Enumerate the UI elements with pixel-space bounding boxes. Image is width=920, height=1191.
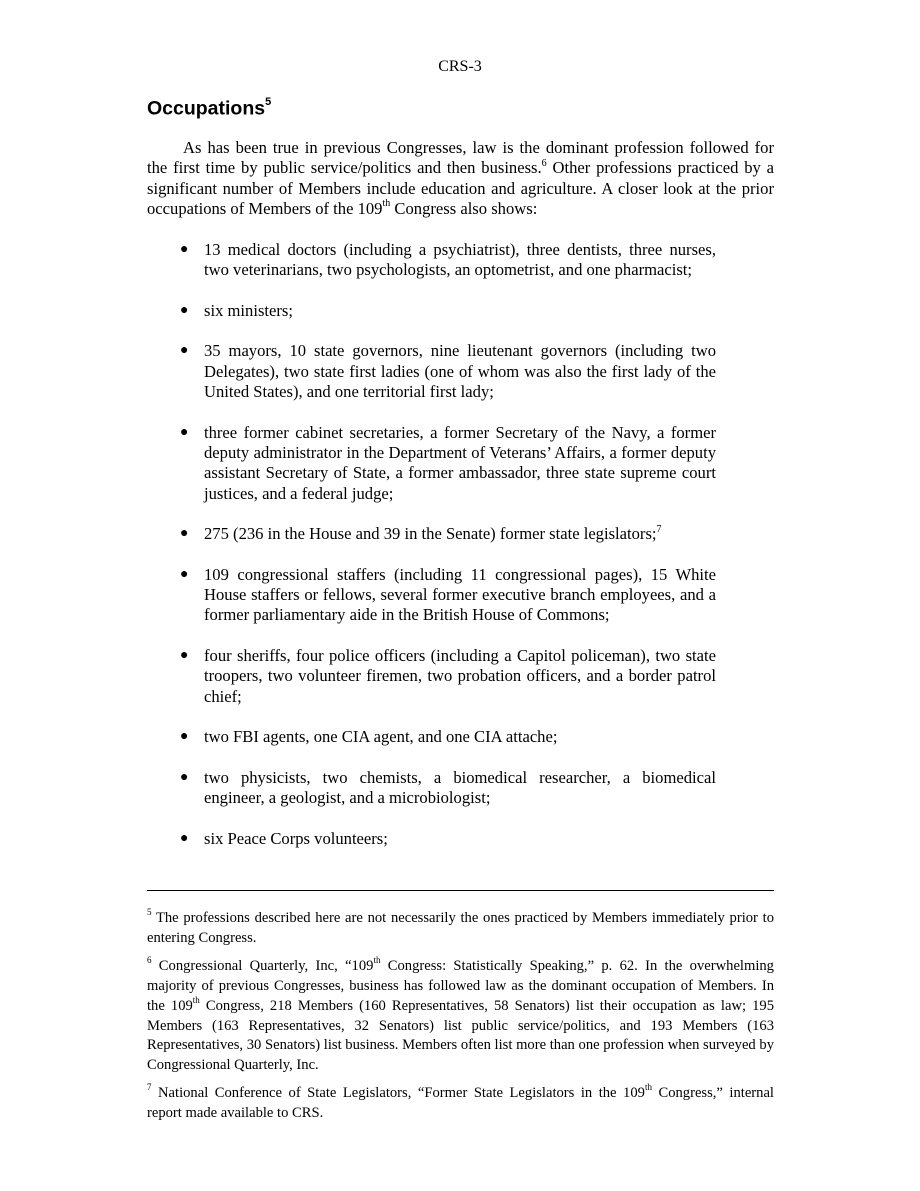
bullet-icon: ● xyxy=(180,424,189,440)
footnote-mark: 5 xyxy=(147,907,152,918)
list-item-text: four sheriffs, four police officers (including a Capitol policeman), two state troopers, two volunteer firemen, two probation officers, and a border patrol chief; xyxy=(204,645,716,706)
footnote-ref-7: 7 xyxy=(656,523,662,535)
list-item-text-main: 275 (236 in the House and 39 in the Senate) former state legislators; xyxy=(204,524,657,544)
bullet-icon: ● xyxy=(180,729,189,745)
bullet-icon: ● xyxy=(180,830,189,846)
list-item xyxy=(180,341,716,402)
list-item xyxy=(180,646,716,707)
footnote-text-1: Congressional Quarterly, Inc, “109 xyxy=(151,957,374,974)
footnote-7 xyxy=(147,1084,774,1124)
section-title-text: Occupations xyxy=(147,97,266,120)
footnote-text-2: Congress,” internal report made available to CRS. xyxy=(147,1085,774,1122)
list-item xyxy=(180,524,716,544)
footnote-text-2: Congress: Statistically Speaking,” p. 62. In the overwhelming majority of previous Congresses, business has followed law as the dominant occupation of Members. In the 109 xyxy=(147,957,774,1014)
bullet-icon: ● xyxy=(180,526,189,542)
bullet-icon: ● xyxy=(180,302,189,318)
ordinal-suffix: th xyxy=(373,954,381,965)
section-title xyxy=(147,92,271,121)
footnote-text: The professions described here are not necessarily the ones practiced by Members immediately prior to entering Congress. xyxy=(147,910,774,946)
list-item xyxy=(180,565,716,626)
list-item xyxy=(180,301,716,321)
list-item xyxy=(180,768,716,809)
bullet-icon: ● xyxy=(180,769,189,785)
intro-text-1: As has been true in previous Congresses, law is the dominant profession followed for the first time by public service/politics and then business. xyxy=(147,138,774,178)
list-item xyxy=(180,240,716,281)
bullet-icon: ● xyxy=(180,647,189,663)
list-item-text: three former cabinet secretaries, a former Secretary of the Navy, a former deputy administrator in the Department of Veterans’ Affairs, a former deputy assistant Secretary of State, a former ambassador, three state supreme court justices, and a federal judge; xyxy=(204,422,716,503)
footnote-mark: 7 xyxy=(147,1082,152,1093)
list-item-text: 35 mayors, 10 state governors, nine lieutenant governors (including two Delegates), two state first ladies (one of whom was also the first lady of the United States), and one territorial first lady; xyxy=(204,341,716,402)
intro-paragraph xyxy=(147,138,774,219)
footnote-text-1: National Conference of State Legislators, “Former State Legislators in the 109 xyxy=(151,1085,645,1102)
bullet-icon: ● xyxy=(180,343,189,359)
list-item-text: six ministers; xyxy=(204,300,293,320)
intro-text-3: Congress also shows: xyxy=(390,198,538,218)
bullet-icon: ● xyxy=(180,566,189,582)
ordinal-suffix: th xyxy=(644,1082,652,1093)
list-item xyxy=(180,423,716,504)
intro-text-2: Other professions practiced by a significant number of Members include education and agriculture. A closer look at the prior occupations of Members of the 109 xyxy=(147,158,775,218)
list-item-text: 13 medical doctors (including a psychiatrist), three dentists, three nurses, two veterinarians, two psychologists, an optometrist, and one pharmacist; xyxy=(204,240,716,280)
page-header: CRS-3 xyxy=(438,58,482,75)
footnote-6 xyxy=(147,954,774,1076)
footnote-ref-5: 5 xyxy=(265,96,272,108)
ordinal-suffix: th xyxy=(192,994,200,1005)
list-item xyxy=(180,727,716,747)
list-item-text: six Peace Corps volunteers; xyxy=(204,828,388,848)
occupation-list xyxy=(180,240,716,869)
list-item-text: 109 congressional staffers (including 11 congressional pages), 15 White House staffers or fellows, several former executive branch employees, and a former parliamentary aide in the British House of Commons; xyxy=(204,564,716,625)
footnotes xyxy=(147,909,774,1132)
list-item xyxy=(180,829,716,849)
footnote-ref-6: 6 xyxy=(541,157,547,169)
list-item-text: two physicists, two chemists, a biomedical researcher, a biomedical engineer, a geologist, and a microbiologist; xyxy=(204,767,716,808)
footnote-5 xyxy=(147,909,774,949)
footnote-text-3: Congress, 218 Members (160 Representatives, 58 Senators) list their occupation as law; 195 Members (163 Representatives, 32 Senators) list public service/politics, and 193 Members (163 Representatives, 30 Senators) list business. Members often list more than one profession when surveyed by Congressional Quarterly, Inc. xyxy=(147,997,774,1074)
list-item-text: two FBI agents, one CIA agent, and one CIA attache; xyxy=(204,727,558,747)
ordinal-suffix: th xyxy=(382,198,391,210)
footnote-divider xyxy=(147,890,774,891)
bullet-icon: ● xyxy=(180,242,189,257)
footnote-mark: 6 xyxy=(147,954,152,965)
list-item-text xyxy=(204,524,662,543)
